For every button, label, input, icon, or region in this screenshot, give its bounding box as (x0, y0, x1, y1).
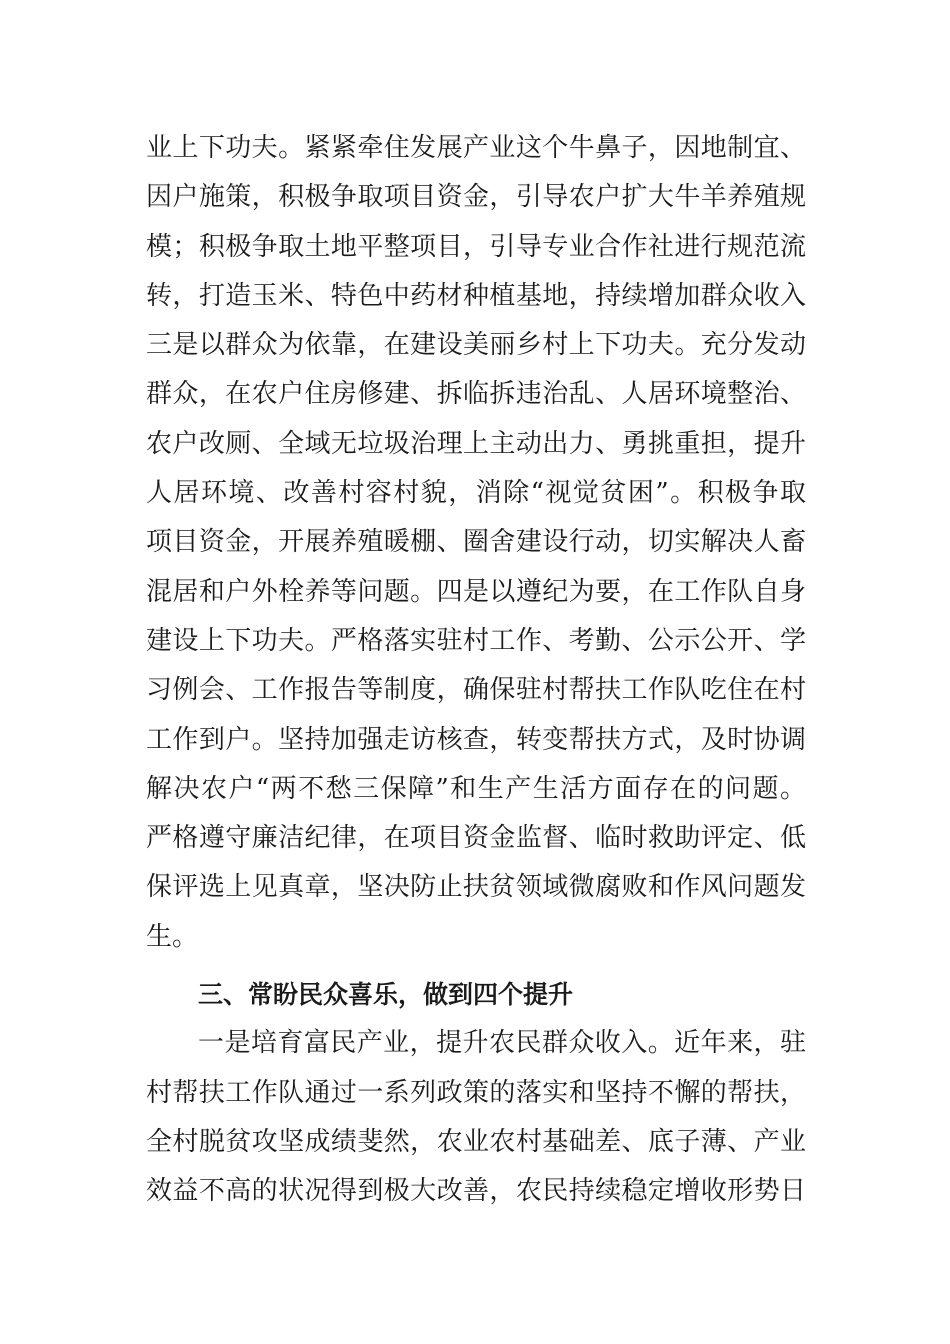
text-line: 一是培育富民产业，提升农民群众收入。近年来，驻 (198, 1028, 806, 1059)
paragraph-continued (146, 124, 806, 962)
text-line: 解决农户“两不愁三保障”和生产生活方面存在的问题。 (146, 773, 806, 804)
text-line: 因户施策，积极争取项目资金，引导农户扩大牛羊养殖规 (146, 182, 806, 213)
text-line: 模；积极争取土地平整项目，引导专业合作社进行规范流 (146, 231, 806, 262)
text-line: 严格遵守廉洁纪律，在项目资金监督、临时救助评定、低 (146, 823, 806, 854)
text-line: 三是以群众为依靠，在建设美丽乡村上下功夫。充分发动 (146, 330, 806, 361)
text-line: 群众，在农户住房修建、拆临拆违治乱、人居环境整治、 (146, 379, 806, 410)
text-line: 村帮扶工作队通过一系列政策的落实和坚持不懈的帮扶， (146, 1077, 806, 1108)
text-line: 全村脱贫攻坚成绩斐然，农业农村基础差、底子薄、产业 (146, 1126, 806, 1157)
text-line: 效益不高的状况得到极大改善，农民持续稳定增收形势日 (146, 1176, 806, 1207)
text-line: 建设上下功夫。严格落实驻村工作、考勤、公示公开、学 (146, 625, 806, 656)
paragraph (146, 1019, 806, 1216)
text-line: 保评选上见真章，坚决防止扶贫领域微腐败和作风问题发 (146, 872, 806, 903)
section-heading: 三、常盼民众喜乐，做到四个提升 (198, 980, 574, 1010)
document-body (146, 124, 806, 1217)
text-line: 项目资金，开展养殖暖棚、圈舍建设行动，切实解决人畜 (146, 527, 806, 558)
text-line: 习例会、工作报告等制度，确保驻村帮扶工作队吃住在村 (146, 675, 806, 706)
text-line: 工作到户。坚持加强走访核查，转变帮扶方式，及时协调 (146, 724, 806, 755)
text-line: 转，打造玉米、特色中药材种植基地，持续增加群众收入 (146, 280, 806, 311)
text-line: 农户改厕、全域无垃圾治理上主动出力、勇挑重担，提升 (146, 428, 806, 459)
text-line: 业上下功夫。紧紧牵住发展产业这个牛鼻子，因地制宜、 (146, 133, 806, 163)
text-line: 混居和户外栓养等问题。四是以遵纪为要，在工作队自身 (146, 576, 806, 607)
text-line: 人居环境、改善村容村貌，消除“视觉贫困”。积极争取 (146, 478, 806, 509)
text-line: 生。 (146, 921, 199, 952)
